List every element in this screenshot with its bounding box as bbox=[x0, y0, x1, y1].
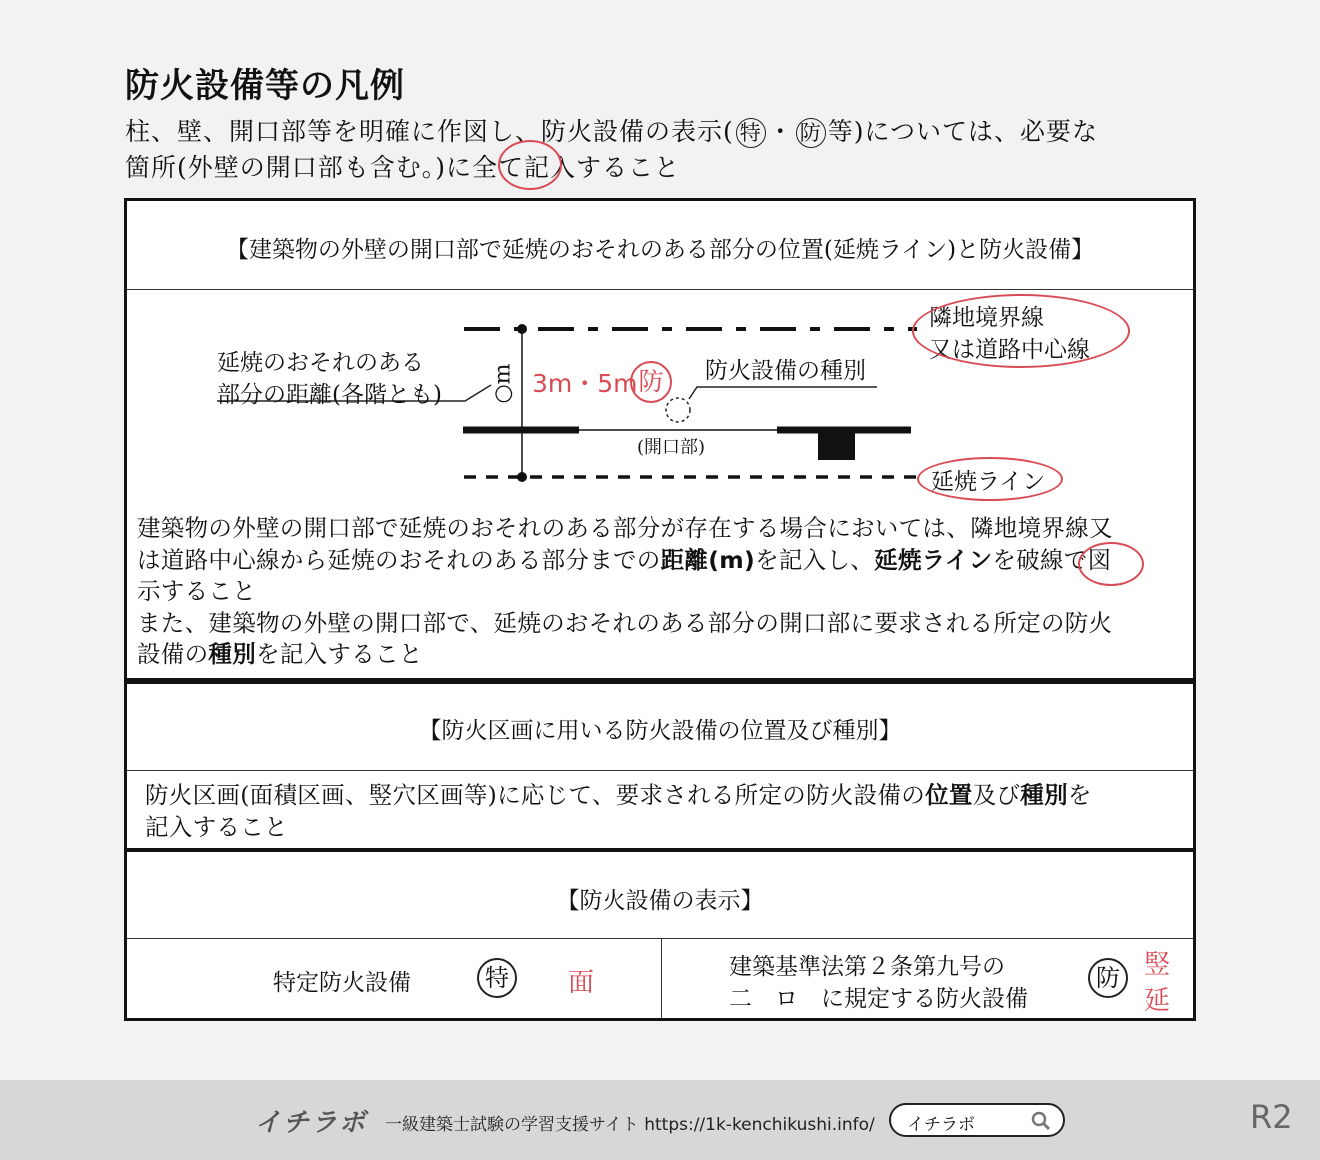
fire-compartment-section bbox=[124, 681, 1196, 851]
toku-mark: 特 bbox=[477, 958, 517, 998]
intro-line-1: 柱、壁、開口部等を明確に作図し、防火設備の表示( 特 ・ 防 等)については、必要な bbox=[125, 117, 1099, 146]
section-heading: 【建築物の外壁の開口部で延焼のおそれのある部分の位置(延焼ライン)と防火設備】 bbox=[225, 237, 1095, 263]
search-icon bbox=[1031, 1111, 1051, 1131]
boundary-label-2: 又は道路中心線 bbox=[929, 337, 1090, 363]
equipment-mark: 防 bbox=[630, 361, 672, 403]
fire-line-section bbox=[124, 198, 1196, 681]
opening-label: (開口部) bbox=[637, 437, 706, 458]
right-note-2: 延 bbox=[1144, 986, 1171, 1016]
distance-label-1: 延焼のおそれのある bbox=[217, 350, 424, 376]
boundary-highlight bbox=[912, 294, 1130, 368]
left-note: 面 bbox=[568, 968, 595, 998]
site-description[interactable]: 一級建築士試験の学習支援サイト https://1k-kenchikushi.info/ bbox=[385, 1115, 875, 1135]
fire-line-label: 延焼ライン bbox=[931, 469, 1046, 495]
toku-mark: 特 bbox=[736, 118, 766, 148]
page-title: 防火設備等の凡例 bbox=[125, 66, 405, 106]
section2-paragraph: 防火区画(面積区画、竪穴区画等)に応じて、要求される所定の防火設備の位置及び種別を 記入すること bbox=[145, 781, 1092, 841]
right-label-2: 二 ロ に規定する防火設備 bbox=[729, 986, 1028, 1012]
highlight-oval bbox=[498, 140, 562, 190]
right-note-1: 竪 bbox=[1144, 950, 1171, 980]
section-heading: 【防火設備の表示】 bbox=[556, 888, 764, 914]
boundary-label-1: 隣地境界線 bbox=[929, 305, 1044, 331]
search-text: イチラボ bbox=[907, 1115, 975, 1135]
footer bbox=[0, 1080, 1320, 1160]
equipment-label: 防火設備の種別 bbox=[705, 358, 866, 384]
version-label: R2 bbox=[1250, 1098, 1293, 1136]
bou-mark: 防 bbox=[1088, 958, 1128, 998]
fire-line-highlight bbox=[917, 457, 1063, 501]
distance-label-2: 部分の距離(各階とも) bbox=[217, 382, 442, 408]
right-label-1: 建築基準法第２条第九号の bbox=[729, 954, 1005, 980]
dashed-highlight bbox=[1078, 542, 1144, 586]
site-logo[interactable]: イチラボ bbox=[255, 1108, 368, 1138]
equipment-display-section bbox=[124, 849, 1196, 1021]
bou-mark: 防 bbox=[796, 118, 826, 148]
search-box[interactable] bbox=[889, 1103, 1065, 1137]
distance-mark: ○m bbox=[490, 363, 516, 404]
section-heading: 【防火区画に用いる防火設備の位置及び種別】 bbox=[418, 718, 902, 744]
distance-example: 3m・5m bbox=[532, 369, 638, 398]
section1-paragraph: 建築物の外壁の開口部で延焼のおそれのある部分が存在する場合においては、隣地境界線又 は道路中心線から延焼のおそれのある部分までの距離(m)を記入し、延焼ラインを破線で図 示すること また、建築物の外壁の開口部で、延焼のおそれのある部分の開口部に要求される所定の防火 設備の種別を記入すること bbox=[137, 514, 1113, 668]
specified-equipment-label: 特定防火設備 bbox=[273, 970, 411, 996]
intro-line-2: 箇所(外壁の開口部も含む。)に全て記入すること bbox=[125, 153, 681, 182]
